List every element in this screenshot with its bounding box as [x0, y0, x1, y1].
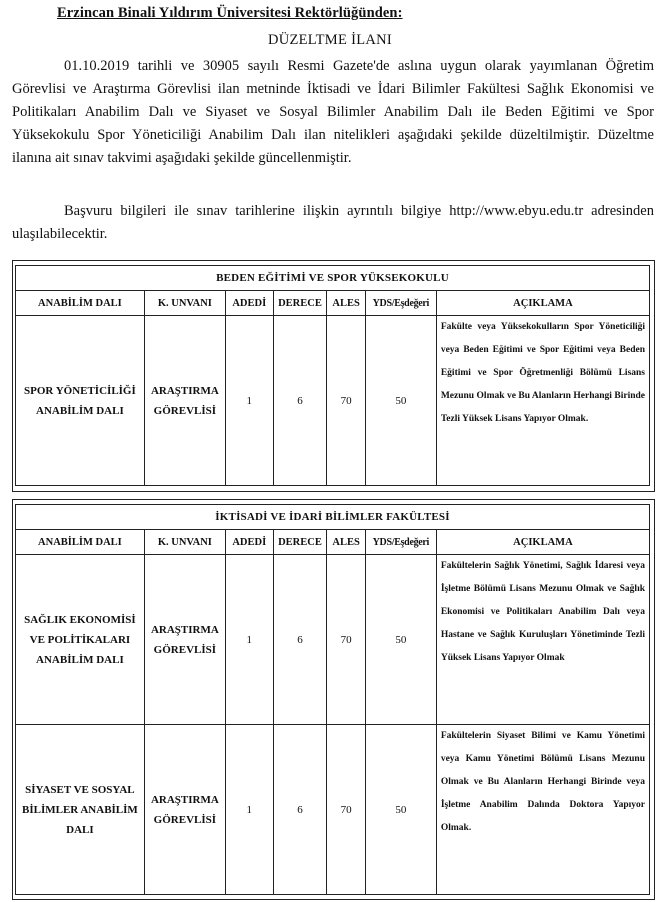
- info-paragraph-text: Başvuru bilgileri ile sınav tarihlerine ilişkin ayrıntılı bilgiye http://www.ebyu.edu.tr adresinden ulaşılabilecektir.: [12, 203, 654, 242]
- col-header-desc: AÇIKLAMA: [436, 291, 649, 316]
- row-grade: 6: [273, 316, 327, 486]
- section-title: BEDEN EĞİTİMİ VE SPOR YÜKSEKOKULU: [16, 266, 650, 291]
- col-header-desc: AÇIKLAMA: [436, 530, 649, 555]
- row-grade: 6: [273, 555, 327, 725]
- col-header-dept: ANABİLİM DALI: [16, 291, 145, 316]
- col-header-count: ADEDİ: [225, 291, 273, 316]
- table-beden-egitimi: [15, 265, 650, 486]
- table-row: [16, 555, 650, 725]
- row-yds: 50: [365, 555, 436, 725]
- row-dept: SİYASET VE SOSYAL BİLİMLER ANABİLİM DALI: [16, 725, 145, 895]
- row-count: 1: [225, 316, 273, 486]
- row-title: ARAŞTIRMA GÖREVLİSİ: [144, 725, 225, 895]
- col-header-yds: YDS/Eşdeğeri: [365, 530, 436, 555]
- info-paragraph: [12, 200, 654, 246]
- table-row: [16, 725, 650, 895]
- col-header-ales: ALES: [327, 530, 366, 555]
- col-header-count: ADEDİ: [225, 530, 273, 555]
- section-title: İKTİSADİ VE İDARİ BİLİMLER FAKÜLTESİ: [16, 505, 650, 530]
- row-desc: Fakültelerin Siyaset Bilimi ve Kamu Yönetimi veya Kamu Yönetimi Bölümü Lisans Mezunu Olmak ve Bu Alanların Herhangi Birinde veya İşletme Anabilim Dalında Doktora Yapıyor Olmak.: [436, 725, 649, 895]
- intro-paragraph: [12, 55, 654, 170]
- column-header-row: [16, 530, 650, 555]
- row-ales: 70: [327, 555, 366, 725]
- row-desc: Fakültelerin Sağlık Yönetimi, Sağlık İdaresi veya İşletme Bölümü Lisans Mezunu Olmak ve Sağlık Ekonomisi ve Politikaları Anabilim Dalı veya Hastane ve Sağlık Kuruluşları Yönetiminde Tezli Yüksek Lisans Yapıyor Olmak: [436, 555, 649, 725]
- row-ales: 70: [327, 725, 366, 895]
- col-header-title: K. UNVANI: [144, 291, 225, 316]
- row-grade: 6: [273, 725, 327, 895]
- document-header: Erzincan Binali Yıldırım Üniversitesi Rektörlüğünden:: [57, 5, 403, 21]
- row-desc: Fakülte veya Yüksekokulların Spor Yöneticiliği veya Beden Eğitimi ve Spor Eğitimi veya Beden Eğitimi ve Spor Öğretmenliği Bölümü Lisans Mezunu Olmak ve Bu Alanların Herhangi Birinde Tezli Yüksek Lisans Yapıyor Olmak.: [436, 316, 649, 486]
- col-header-title: K. UNVANI: [144, 530, 225, 555]
- col-header-grade: DERECE: [273, 530, 327, 555]
- row-count: 1: [225, 725, 273, 895]
- row-title: ARAŞTIRMA GÖREVLİSİ: [144, 555, 225, 725]
- col-header-ales: ALES: [327, 291, 366, 316]
- row-ales: 70: [327, 316, 366, 486]
- row-yds: 50: [365, 316, 436, 486]
- col-header-dept: ANABİLİM DALI: [16, 530, 145, 555]
- col-header-yds: YDS/Eşdeğeri: [365, 291, 436, 316]
- column-header-row: [16, 291, 650, 316]
- intro-paragraph-text: 01.10.2019 tarihli ve 30905 sayılı Resmi Gazete'de aslına uygun olarak yayımlanan Öğretim Görevlisi ve Araştırma Görevlisi ilan metninde İktisadi ve İdari Bilimler Fakültesi Sağlık Ekonomisi ve Politikaları Anabilim Dalı ve Siyaset ve Sosyal Bilimler Anabilim Dalı ile Beden Eğitimi ve Spor Yüksekokulu Spor Yöneticiliği Anabilim Dalı ilan nitelikleri aşağıdaki şekilde düzeltilmiştir. Düzeltme ilanına ait sınav takvimi aşağıdaki şekilde güncellenmiştir.: [12, 58, 654, 166]
- table-row: [16, 316, 650, 486]
- table-iktisadi-idari: [15, 504, 650, 895]
- row-dept: SPOR YÖNETİCİLİĞİ ANABİLİM DALI: [16, 316, 145, 486]
- row-title: ARAŞTIRMA GÖREVLİSİ: [144, 316, 225, 486]
- document-subtitle: DÜZELTME İLANI: [267, 32, 393, 48]
- col-header-grade: DERECE: [273, 291, 327, 316]
- row-yds: 50: [365, 725, 436, 895]
- row-count: 1: [225, 555, 273, 725]
- row-dept: SAĞLIK EKONOMİSİ VE POLİTİKALARI ANABİLİM DALI: [16, 555, 145, 725]
